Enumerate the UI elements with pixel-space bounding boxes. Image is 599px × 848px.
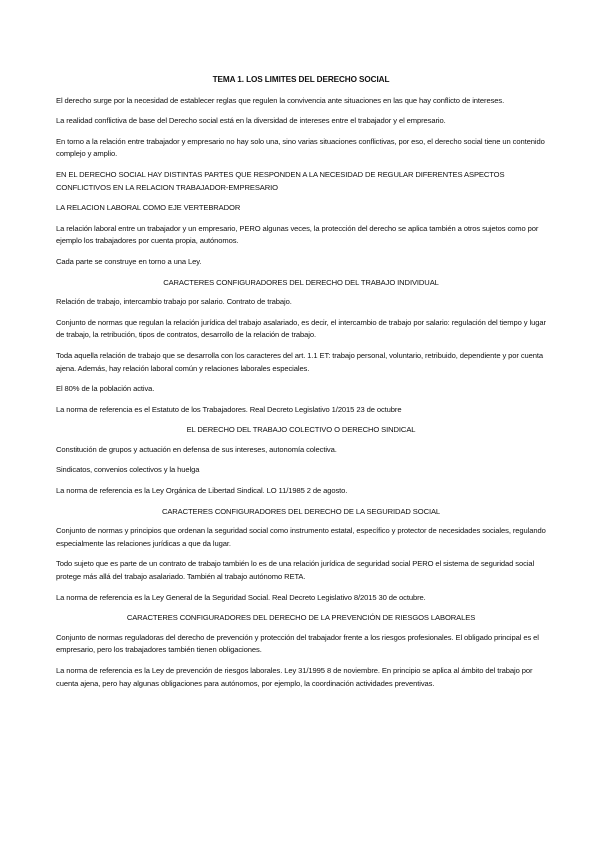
paragraph: El derecho surge por la necesidad de establecer reglas que regulen la convivencia ante situaciones en las que hay conflicto de intereses. <box>56 95 505 105</box>
caps-paragraph: LA RELACION LABORAL COMO EJE VERTEBRADOR <box>56 203 241 213</box>
paragraph: La relación laboral entre un trabajador y un empresario, PERO algunas veces, la protección del derecho se aplica también a otros sujetos como por ejemplo los trabajadores por cuenta propia, autónomos. <box>56 223 539 246</box>
paragraph: Toda aquella relación de trabajo que se desarrolla con los caracteres del art. 1.1 ET: trabajo personal, voluntario, retribuido, dependiente y por cuenta ajena. Además, hay relación laboral común y relaciones laborales especiales. <box>56 350 544 373</box>
paragraph: La norma de referencia es la Ley de prevención de riesgos laborales. Ley 31/1995 8 de noviembre. En principio se aplica al ámbito del trabajo por cuenta ajena, pero hay algunas obligaciones para autónomos, por ejemplo, la coordinación actividades preventivas. <box>56 666 533 688</box>
paragraph: En torno a la relación entre trabajador y empresario no hay solo una, sino varias situaciones conflictivas, por eso, el derecho social tiene un contenido complejo y amplio. <box>56 136 545 159</box>
document-body <box>56 74 546 698</box>
paragraph: Conjunto de normas y principios que ordenan la seguridad social como instrumento estatal, específico y protector de necesidades sociales, regulando especialmente las relaciones jurídicas a que da lugar. <box>56 526 546 548</box>
paragraph: La norma de referencia es el Estatuto de los Trabajadores. Real Decreto Legislativo 1/2015 23 de octubre <box>56 404 402 414</box>
paragraph: Relación de trabajo, intercambio trabajo por salario. Contrato de trabajo. <box>56 297 292 307</box>
section-heading: CARACTERES CONFIGURADORES DEL DERECHO DE LA SEGURIDAD SOCIAL <box>161 506 441 516</box>
paragraph: Sindicatos, convenios colectivos y la huelga <box>56 465 200 475</box>
paragraph: La realidad conflictiva de base del Derecho social está en la diversidad de intereses entre el trabajador y el empresario. <box>56 116 446 126</box>
paragraph: La norma de referencia es la Ley Orgánica de Libertad Sindical. LO 11/1985 2 de agosto. <box>56 486 348 496</box>
section-heading: CARACTERES CONFIGURADORES DEL DERECHO DEL TRABAJO INDIVIDUAL <box>163 277 439 287</box>
section-heading: CARACTERES CONFIGURADORES DEL DERECHO DE LA PREVENCIÓN DE RIESGOS LABORALES <box>126 613 476 623</box>
paragraph: Constitución de grupos y actuación en defensa de sus intereses, autonomía colectiva. <box>56 444 337 454</box>
paragraph: El 80% de la población activa. <box>56 384 155 394</box>
caps-paragraph: EN EL DERECHO SOCIAL HAY DISTINTAS PARTES QUE RESPONDEN A LA NECESIDAD DE REGULAR DIFERENTES ASPECTOS CONFLICTIVOS EN LA RELACION TRABAJADOR-EMPRESARIO <box>56 169 505 192</box>
paragraph: Conjunto de normas que regulan la relación jurídica del trabajo asalariado, es decir, el intercambio de trabajo por salario: regulación del tiempo y lugar de trabajo, la retribución, tipos de contratos, desarrollo de la relación de trabajo. <box>56 317 546 340</box>
paragraph: Todo sujeto que es parte de un contrato de trabajo también lo es de una relación jurídica de seguridad social PERO el sistema de seguridad social protege más allá del trabajo asalariado. También al trabajo autónomo RETA. <box>56 559 535 582</box>
paragraph: La norma de referencia es la Ley General de la Seguridad Social. Real Decreto Legislativo 8/2015 30 de octubre. <box>56 592 426 602</box>
paragraph: Cada parte se construye en torno a una Ley. <box>56 256 202 266</box>
document-title: TEMA 1. LOS LIMITES DEL DERECHO SOCIAL <box>212 75 390 84</box>
section-heading: EL DERECHO DEL TRABAJO COLECTIVO O DERECHO SINDICAL <box>186 425 416 435</box>
paragraph: Conjunto de normas reguladoras del derecho de prevención y protección del trabajador frente a los riesgos profesionales. El obligado principal es el empresario, pero los trabajadores también tienen obligaciones. <box>56 632 539 655</box>
